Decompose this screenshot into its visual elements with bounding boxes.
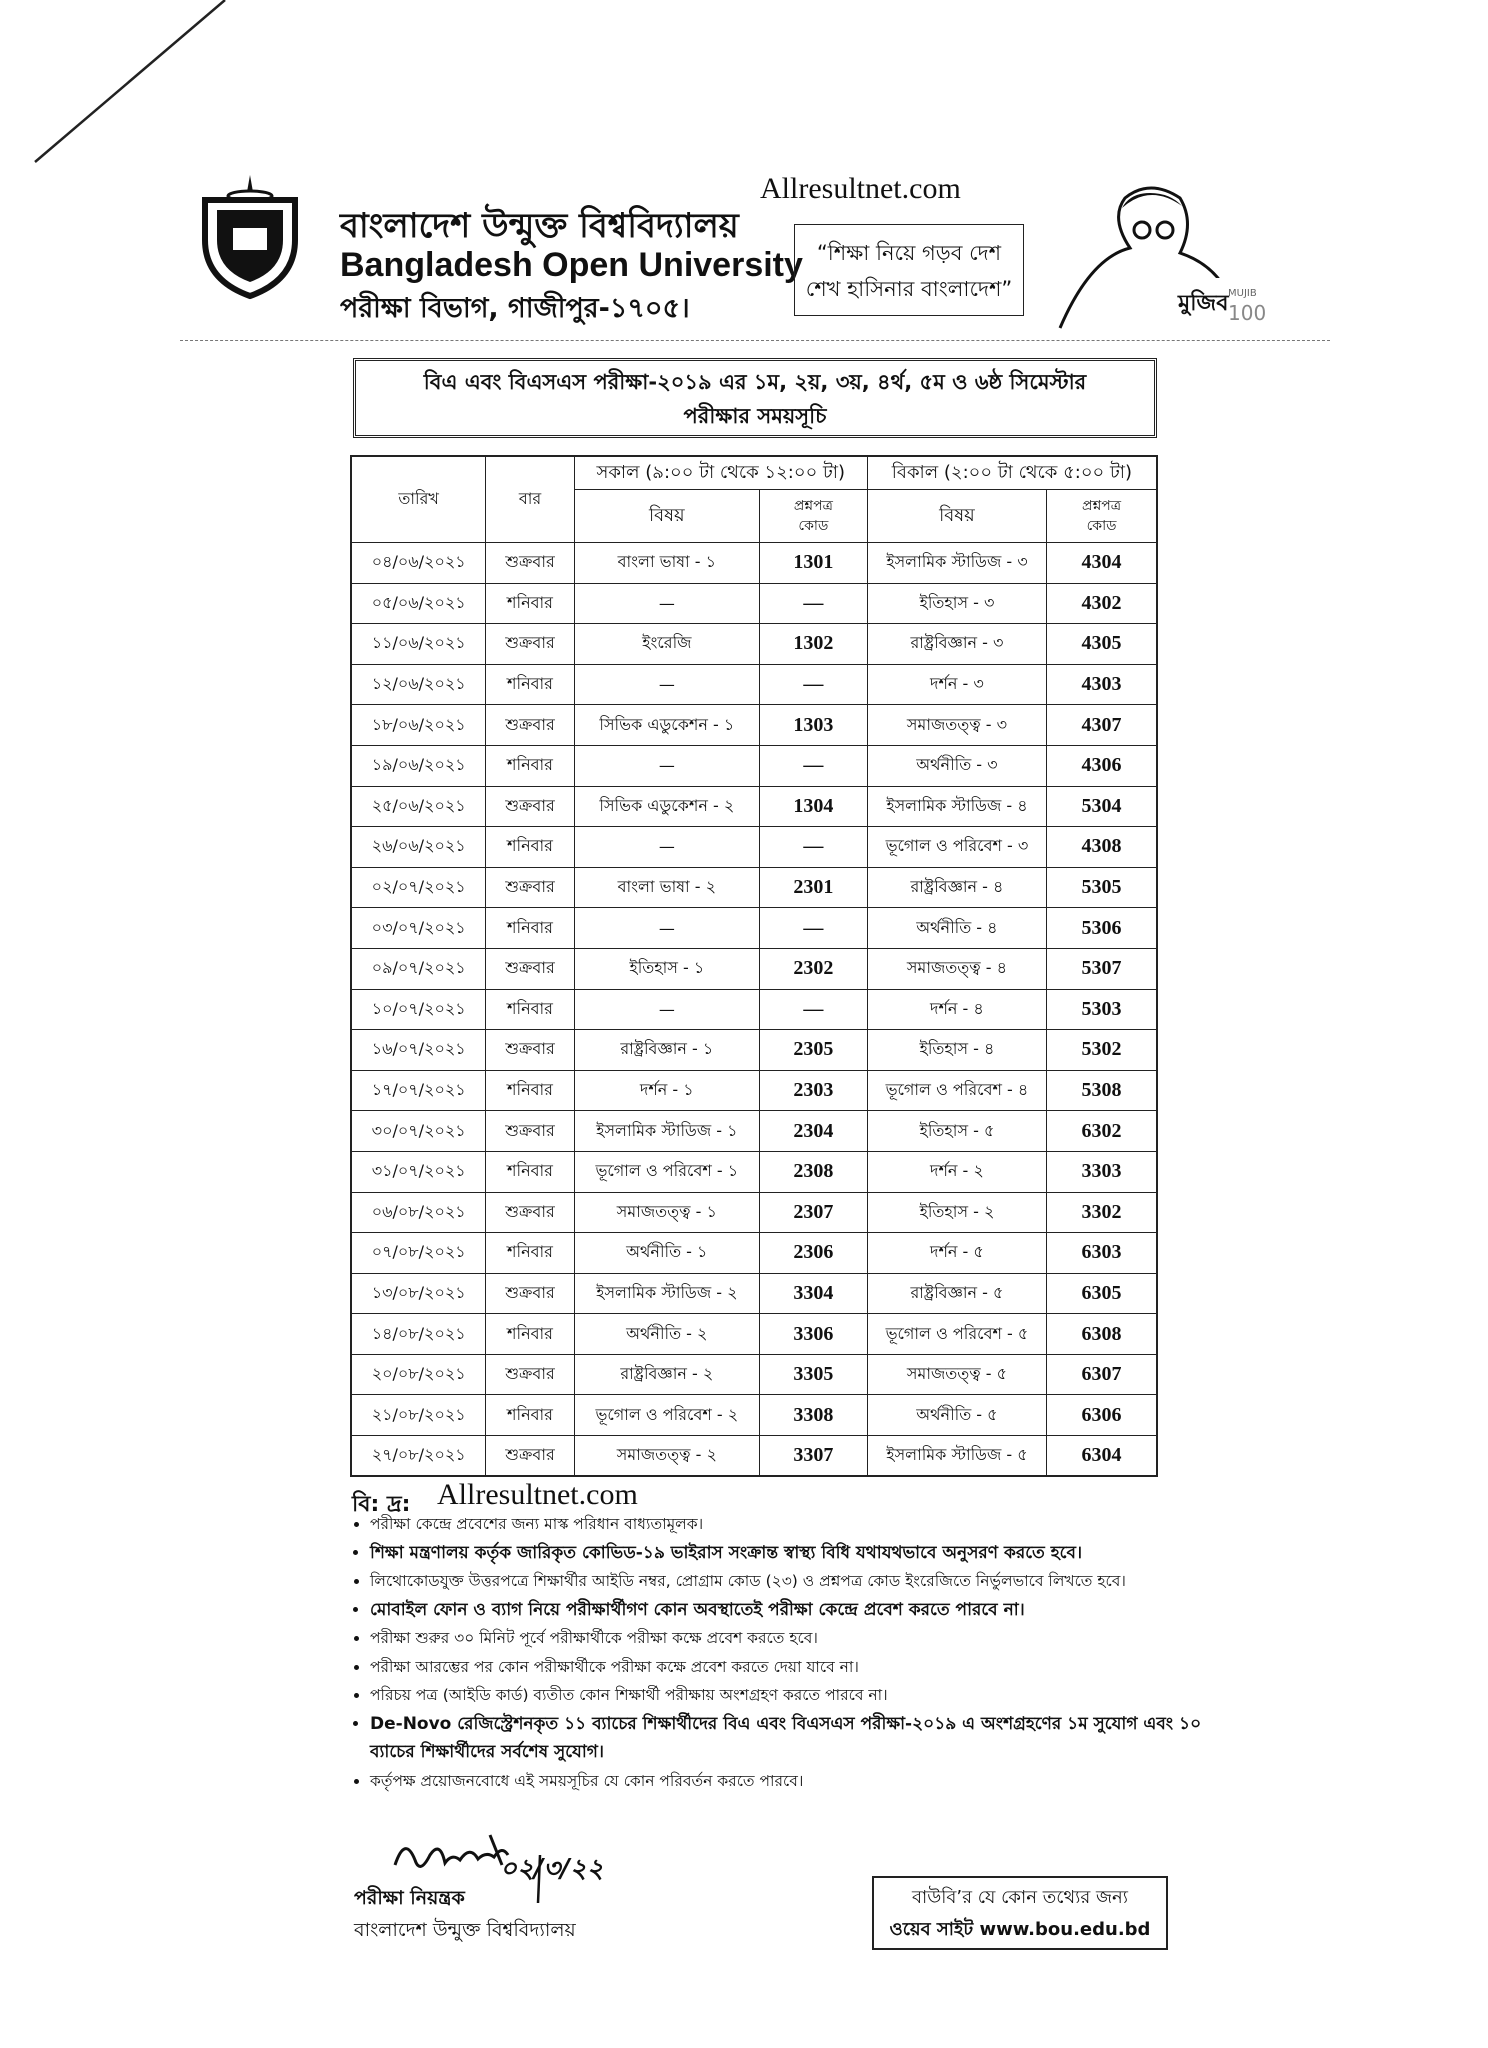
- cell-afternoon-code: 5306: [1047, 908, 1157, 949]
- cell-date: ১৮/০৬/২০২১: [351, 705, 486, 746]
- cell-morning-code: 3306: [759, 1314, 867, 1355]
- cell-morning-subject: সিভিক এডুকেশন - ২: [574, 786, 759, 827]
- header-morning-subject: বিষয়: [574, 490, 759, 543]
- cell-day: শনিবার: [486, 1314, 574, 1355]
- title-line-2: পরীক্ষার সময়সূচি: [683, 404, 827, 428]
- cell-date: ২১/০৮/২০২১: [351, 1395, 486, 1436]
- cell-day: শুক্রবার: [486, 948, 574, 989]
- cell-date: ২৫/০৬/২০২১: [351, 786, 486, 827]
- cell-afternoon-subject: অর্থনীতি - ৪: [867, 908, 1046, 949]
- cell-afternoon-subject: ভূগোল ও পরিবেশ - ৩: [867, 827, 1046, 868]
- cell-afternoon-subject: অর্থনীতি - ৩: [867, 745, 1046, 786]
- cell-date: ০৬/০৮/২০২১: [351, 1192, 486, 1233]
- cell-date: ৩০/০৭/২০২১: [351, 1111, 486, 1152]
- cell-date: ১০/০৭/২০২১: [351, 989, 486, 1030]
- cell-afternoon-code: 4303: [1047, 664, 1157, 705]
- header-date: তারিখ: [351, 456, 486, 543]
- cell-date: ১১/০৬/২০২১: [351, 624, 486, 665]
- cell-afternoon-subject: রাষ্ট্রবিজ্ঞান - ৫: [867, 1273, 1046, 1314]
- header-divider: [180, 340, 1330, 341]
- instruction-item: • শিক্ষা মন্ত্রণালয় কর্তৃক জারিকৃত কোভিড-১৯ ভাইরাস সংক্রান্ত স্বাস্থ্য বিধি যথাযথভাবে অনুসরণ করতে হবে।: [370, 1539, 1210, 1568]
- header-code-line-1: প্রশ্নপত্র: [793, 498, 833, 514]
- cell-afternoon-code: 6305: [1047, 1273, 1157, 1314]
- cell-afternoon-code: 6308: [1047, 1314, 1157, 1355]
- cell-morning-subject: ইসলামিক স্টাডিজ - ২: [574, 1273, 759, 1314]
- schedule-row: [351, 1151, 1157, 1192]
- cell-morning-code: 2305: [759, 1030, 867, 1071]
- cell-morning-code: 2308: [759, 1151, 867, 1192]
- cell-afternoon-code: 5307: [1047, 948, 1157, 989]
- cell-morning-code: 3305: [759, 1354, 867, 1395]
- cell-day: শুক্রবার: [486, 624, 574, 665]
- cell-afternoon-subject: দর্শন - ৫: [867, 1233, 1046, 1274]
- cell-day: শুক্রবার: [486, 543, 574, 584]
- cell-morning-subject: —: [574, 583, 759, 624]
- controller-title: পরীক্ষা নিয়ন্ত্রক: [354, 1887, 465, 1909]
- cell-afternoon-subject: ইতিহাস - ৪: [867, 1030, 1046, 1071]
- cell-afternoon-subject: ভূগোল ও পরিবেশ - ৪: [867, 1070, 1046, 1111]
- cell-day: শুক্রবার: [486, 867, 574, 908]
- schedule-title-box: [353, 358, 1157, 438]
- cell-afternoon-code: 5303: [1047, 989, 1157, 1030]
- schedule-row: [351, 1192, 1157, 1233]
- cell-afternoon-code: 6304: [1047, 1436, 1157, 1477]
- svg-text:100: 100: [1228, 301, 1267, 325]
- schedule-row: [351, 543, 1157, 584]
- slogan-line-2: শেখ হাসিনার বাংলাদেশ”: [805, 277, 1013, 301]
- watermark-bottom: Allresultnet.com: [437, 1478, 638, 1511]
- schedule-row: [351, 1354, 1157, 1395]
- scan-line-mark: [20, 0, 230, 180]
- instruction-item: • কর্তৃপক্ষ প্রয়োজনবোধে এই সময়সূচির যে কোন পরিবর্তন করতে পারবে।: [370, 1767, 1210, 1796]
- cell-morning-code: 1302: [759, 624, 867, 665]
- svg-text:MUJIB: MUJIB: [1228, 288, 1257, 299]
- cell-morning-code: 1304: [759, 786, 867, 827]
- cell-date: ০৪/০৬/২০২১: [351, 543, 486, 584]
- cell-morning-subject: সমাজতত্ত্ব - ১: [574, 1192, 759, 1233]
- cell-day: শনিবার: [486, 1395, 574, 1436]
- cell-date: ২৬/০৬/২০২১: [351, 827, 486, 868]
- cell-afternoon-code: 4305: [1047, 624, 1157, 665]
- cell-morning-subject: অর্থনীতি - ১: [574, 1233, 759, 1274]
- cell-afternoon-code: 6302: [1047, 1111, 1157, 1152]
- department-address: পরীক্ষা বিভাগ, গাজীপুর-১৭০৫।: [340, 293, 690, 324]
- cell-day: শুক্রবার: [486, 1192, 574, 1233]
- cell-afternoon-code: 4304: [1047, 543, 1157, 584]
- cell-day: শুক্রবার: [486, 1436, 574, 1477]
- schedule-row: [351, 867, 1157, 908]
- header-day: বার: [486, 456, 574, 543]
- cell-afternoon-code: 4307: [1047, 705, 1157, 746]
- cell-day: শুক্রবার: [486, 1111, 574, 1152]
- cell-morning-code: —: [759, 827, 867, 868]
- university-name-bangla: বাংলাদেশ উন্মুক্ত বিশ্ববিদ্যালয়: [340, 206, 739, 246]
- cell-date: ০৩/০৭/২০২১: [351, 908, 486, 949]
- cell-afternoon-subject: সমাজতত্ত্ব - ৩: [867, 705, 1046, 746]
- cell-date: ০২/০৭/২০২১: [351, 867, 486, 908]
- info-line-1: বাউবি’র যে কোন তথ্যের জন্য: [911, 1887, 1129, 1908]
- cell-afternoon-subject: ইসলামিক স্টাডিজ - ৫: [867, 1436, 1046, 1477]
- schedule-row: [351, 827, 1157, 868]
- cell-morning-subject: ইসলামিক স্টাডিজ - ১: [574, 1111, 759, 1152]
- cell-afternoon-subject: অর্থনীতি - ৫: [867, 1395, 1046, 1436]
- cell-morning-code: —: [759, 664, 867, 705]
- cell-day: শনিবার: [486, 1070, 574, 1111]
- cell-morning-code: —: [759, 908, 867, 949]
- cell-morning-subject: বাংলা ভাষা - ১: [574, 543, 759, 584]
- schedule-row: [351, 1395, 1157, 1436]
- schedule-row: [351, 1233, 1157, 1274]
- cell-morning-code: 2304: [759, 1111, 867, 1152]
- cell-morning-subject: অর্থনীতি - ২: [574, 1314, 759, 1355]
- cell-date: ১৯/০৬/২০২১: [351, 745, 486, 786]
- instruction-item: • পরিচয় পত্র (আইডি কার্ড) ব্যতীত কোন শিক্ষার্থী পরীক্ষায় অংশগ্রহণ করতে পারবে না।: [370, 1681, 1210, 1710]
- cell-day: শুক্রবার: [486, 705, 574, 746]
- cell-afternoon-subject: রাষ্ট্রবিজ্ঞান - ৪: [867, 867, 1046, 908]
- cell-afternoon-subject: দর্শন - ৪: [867, 989, 1046, 1030]
- cell-morning-code: —: [759, 745, 867, 786]
- cell-morning-code: —: [759, 989, 867, 1030]
- cell-day: শুক্রবার: [486, 1354, 574, 1395]
- cell-afternoon-subject: ইতিহাস - ২: [867, 1192, 1046, 1233]
- cell-date: ২০/০৮/২০২১: [351, 1354, 486, 1395]
- cell-morning-subject: —: [574, 908, 759, 949]
- cell-afternoon-code: 4302: [1047, 583, 1157, 624]
- cell-morning-subject: ভূগোল ও পরিবেশ - ১: [574, 1151, 759, 1192]
- cell-date: ১৬/০৭/২০২১: [351, 1030, 486, 1071]
- instruction-item: • পরীক্ষা আরম্ভের পর কোন পরীক্ষার্থীকে পরীক্ষা কক্ষে প্রবেশ করতে দেয়া যাবে না।: [370, 1653, 1210, 1682]
- schedule-row: [351, 1111, 1157, 1152]
- cell-morning-subject: রাষ্ট্রবিজ্ঞান - ২: [574, 1354, 759, 1395]
- info-line-2: ওয়েব সাইট www.bou.edu.bd: [889, 1919, 1151, 1940]
- cell-morning-subject: ইতিহাস - ১: [574, 948, 759, 989]
- title-line-1: বিএ এবং বিএসএস পরীক্ষা-২০১৯ এর ১ম, ২য়, ৩য়, ৪র্থ, ৫ম ও ৬ষ্ঠ সিমেস্টার: [423, 370, 1087, 394]
- schedule-row: [351, 705, 1157, 746]
- cell-day: শনিবার: [486, 1151, 574, 1192]
- cell-morning-code: 2301: [759, 867, 867, 908]
- cell-day: শনিবার: [486, 583, 574, 624]
- schedule-row: [351, 948, 1157, 989]
- schedule-row: [351, 908, 1157, 949]
- cell-afternoon-code: 4308: [1047, 827, 1157, 868]
- header-code-line-1: প্রশ্নপত্র: [1082, 498, 1122, 514]
- cell-afternoon-code: 5305: [1047, 867, 1157, 908]
- cell-afternoon-subject: ভূগোল ও পরিবেশ - ৫: [867, 1314, 1046, 1355]
- cell-morning-code: 3304: [759, 1273, 867, 1314]
- cell-morning-subject: সমাজতত্ত্ব - ২: [574, 1436, 759, 1477]
- instructions-list: [340, 1510, 1210, 1795]
- cell-afternoon-subject: ইসলামিক স্টাডিজ - ৪: [867, 786, 1046, 827]
- cell-morning-subject: দর্শন - ১: [574, 1070, 759, 1111]
- header-afternoon-code: [1047, 490, 1157, 543]
- schedule-row: [351, 1314, 1157, 1355]
- cell-morning-code: —: [759, 583, 867, 624]
- cell-morning-code: 2307: [759, 1192, 867, 1233]
- instruction-item: • মোবাইল ফোন ও ব্যাগ নিয়ে পরীক্ষার্থীগণ কোন অবস্থাতেই পরীক্ষা কেন্দ্রে প্রবেশ করতে পারবে না।: [370, 1596, 1210, 1625]
- cell-date: ৩১/০৭/২০২১: [351, 1151, 486, 1192]
- website-info-box: [872, 1876, 1168, 1950]
- cell-afternoon-code: 5308: [1047, 1070, 1157, 1111]
- signature-date: ০২/৩/২২: [500, 1854, 604, 1884]
- university-name-english: Bangladesh Open University: [340, 246, 803, 284]
- controller-organization: বাংলাদেশ উন্মুক্ত বিশ্ববিদ্যালয়: [354, 1919, 576, 1941]
- schedule-row: [351, 1436, 1157, 1477]
- cell-date: ১৩/০৮/২০২১: [351, 1273, 486, 1314]
- cell-date: ২৭/০৮/২০২১: [351, 1436, 486, 1477]
- slogan-box: [794, 224, 1024, 316]
- cell-afternoon-subject: রাষ্ট্রবিজ্ঞান - ৩: [867, 624, 1046, 665]
- cell-afternoon-subject: সমাজতত্ত্ব - ৪: [867, 948, 1046, 989]
- schedule-row: [351, 583, 1157, 624]
- instruction-item: • পরীক্ষা কেন্দ্রে প্রবেশের জন্য মাস্ক পরিধান বাধ্যতামূলক।: [370, 1510, 1210, 1539]
- cell-morning-code: 1303: [759, 705, 867, 746]
- header-morning-code: [759, 490, 867, 543]
- cell-morning-code: 3308: [759, 1395, 867, 1436]
- cell-morning-code: 2306: [759, 1233, 867, 1274]
- cell-morning-subject: ভূগোল ও পরিবেশ - ২: [574, 1395, 759, 1436]
- cell-morning-code: 3307: [759, 1436, 867, 1477]
- university-logo: [195, 170, 305, 300]
- instruction-item: • De-Novo রেজিস্ট্রেশনকৃত ১১ ব্যাচের শিক্ষার্থীদের বিএ এবং বিএসএস পরীক্ষা-২০১৯ এ অংশগ্রহণের ১ম সুযোগ এবং ১০ ব্যাচের শিক্ষার্থীদের সর্বশেষ সুযোগ।: [370, 1710, 1210, 1767]
- schedule-row: [351, 1030, 1157, 1071]
- cell-morning-subject: —: [574, 989, 759, 1030]
- cell-morning-subject: —: [574, 827, 759, 868]
- schedule-row: [351, 664, 1157, 705]
- cell-afternoon-code: 6306: [1047, 1395, 1157, 1436]
- schedule-row: [351, 1070, 1157, 1111]
- cell-morning-code: 1301: [759, 543, 867, 584]
- cell-afternoon-code: 3302: [1047, 1192, 1157, 1233]
- cell-day: শনিবার: [486, 989, 574, 1030]
- cell-afternoon-subject: সমাজতত্ত্ব - ৫: [867, 1354, 1046, 1395]
- cell-afternoon-subject: ইসলামিক স্টাডিজ - ৩: [867, 543, 1046, 584]
- cell-day: শুক্রবার: [486, 1273, 574, 1314]
- cell-day: শনিবার: [486, 827, 574, 868]
- cell-date: ০৫/০৬/২০২১: [351, 583, 486, 624]
- header-morning: সকাল (৯:০০ টা থেকে ১২:০০ টা): [574, 456, 867, 490]
- watermark-top: Allresultnet.com: [760, 172, 961, 205]
- cell-morning-code: 2303: [759, 1070, 867, 1111]
- slogan-line-1: “শিক্ষা নিয়ে গড়ব দেশ: [816, 241, 1002, 265]
- schedule-rows: [351, 543, 1157, 1477]
- cell-afternoon-code: 3303: [1047, 1151, 1157, 1192]
- header-afternoon-subject: বিষয়: [867, 490, 1046, 543]
- cell-morning-subject: —: [574, 664, 759, 705]
- schedule-row: [351, 624, 1157, 665]
- cell-morning-code: 2302: [759, 948, 867, 989]
- cell-afternoon-subject: দর্শন - ২: [867, 1151, 1046, 1192]
- cell-day: শুক্রবার: [486, 786, 574, 827]
- cell-afternoon-code: 5302: [1047, 1030, 1157, 1071]
- cell-morning-subject: ইংরেজি: [574, 624, 759, 665]
- cell-day: শনিবার: [486, 1233, 574, 1274]
- cell-afternoon-code: 6303: [1047, 1233, 1157, 1274]
- instruction-item: • লিথোকোডযুক্ত উত্তরপত্রে শিক্ষার্থীর আইডি নম্বর, প্রোগ্রাম কোড (২৩) ও প্রশ্নপত্র কোড ইংরেজিতে নির্ভুলভাবে লিখতে হবে।: [370, 1567, 1210, 1596]
- instruction-item: • পরীক্ষা শুরুর ৩০ মিনিট পূর্বে পরীক্ষার্থীকে পরীক্ষা কক্ষে প্রবেশ করতে হবে।: [370, 1624, 1210, 1653]
- cell-date: ১৭/০৭/২০২১: [351, 1070, 486, 1111]
- header-afternoon: বিকাল (২:০০ টা থেকে ৫:০০ টা): [867, 456, 1157, 490]
- cell-afternoon-subject: দর্শন - ৩: [867, 664, 1046, 705]
- cell-day: শুক্রবার: [486, 1030, 574, 1071]
- header-code-line-2: কোড: [1086, 518, 1117, 534]
- note-label: বি: দ্র:: [352, 1492, 411, 1517]
- schedule-row: [351, 745, 1157, 786]
- cell-day: শনিবার: [486, 745, 574, 786]
- cell-afternoon-code: 5304: [1047, 786, 1157, 827]
- cell-day: শনিবার: [486, 908, 574, 949]
- cell-morning-subject: রাষ্ট্রবিজ্ঞান - ১: [574, 1030, 759, 1071]
- schedule-row: [351, 989, 1157, 1030]
- svg-text:মুজিব: মুজিব: [1178, 291, 1229, 316]
- mujib-centenary-logo: [1050, 178, 1267, 328]
- cell-date: ১২/০৬/২০২১: [351, 664, 486, 705]
- schedule-row: [351, 786, 1157, 827]
- cell-morning-subject: বাংলা ভাষা - ২: [574, 867, 759, 908]
- cell-afternoon-subject: ইতিহাস - ৩: [867, 583, 1046, 624]
- cell-morning-subject: সিভিক এডুকেশন - ১: [574, 705, 759, 746]
- schedule-row: [351, 1273, 1157, 1314]
- exam-schedule-table: [350, 455, 1158, 1477]
- cell-morning-subject: —: [574, 745, 759, 786]
- cell-day: শনিবার: [486, 664, 574, 705]
- cell-afternoon-code: 6307: [1047, 1354, 1157, 1395]
- cell-date: ১৪/০৮/২০২১: [351, 1314, 486, 1355]
- cell-date: ০৯/০৭/২০২১: [351, 948, 486, 989]
- header-code-line-2: কোড: [798, 518, 829, 534]
- cell-date: ০৭/০৮/২০২১: [351, 1233, 486, 1274]
- cell-afternoon-subject: ইতিহাস - ৫: [867, 1111, 1046, 1152]
- cell-afternoon-code: 4306: [1047, 745, 1157, 786]
